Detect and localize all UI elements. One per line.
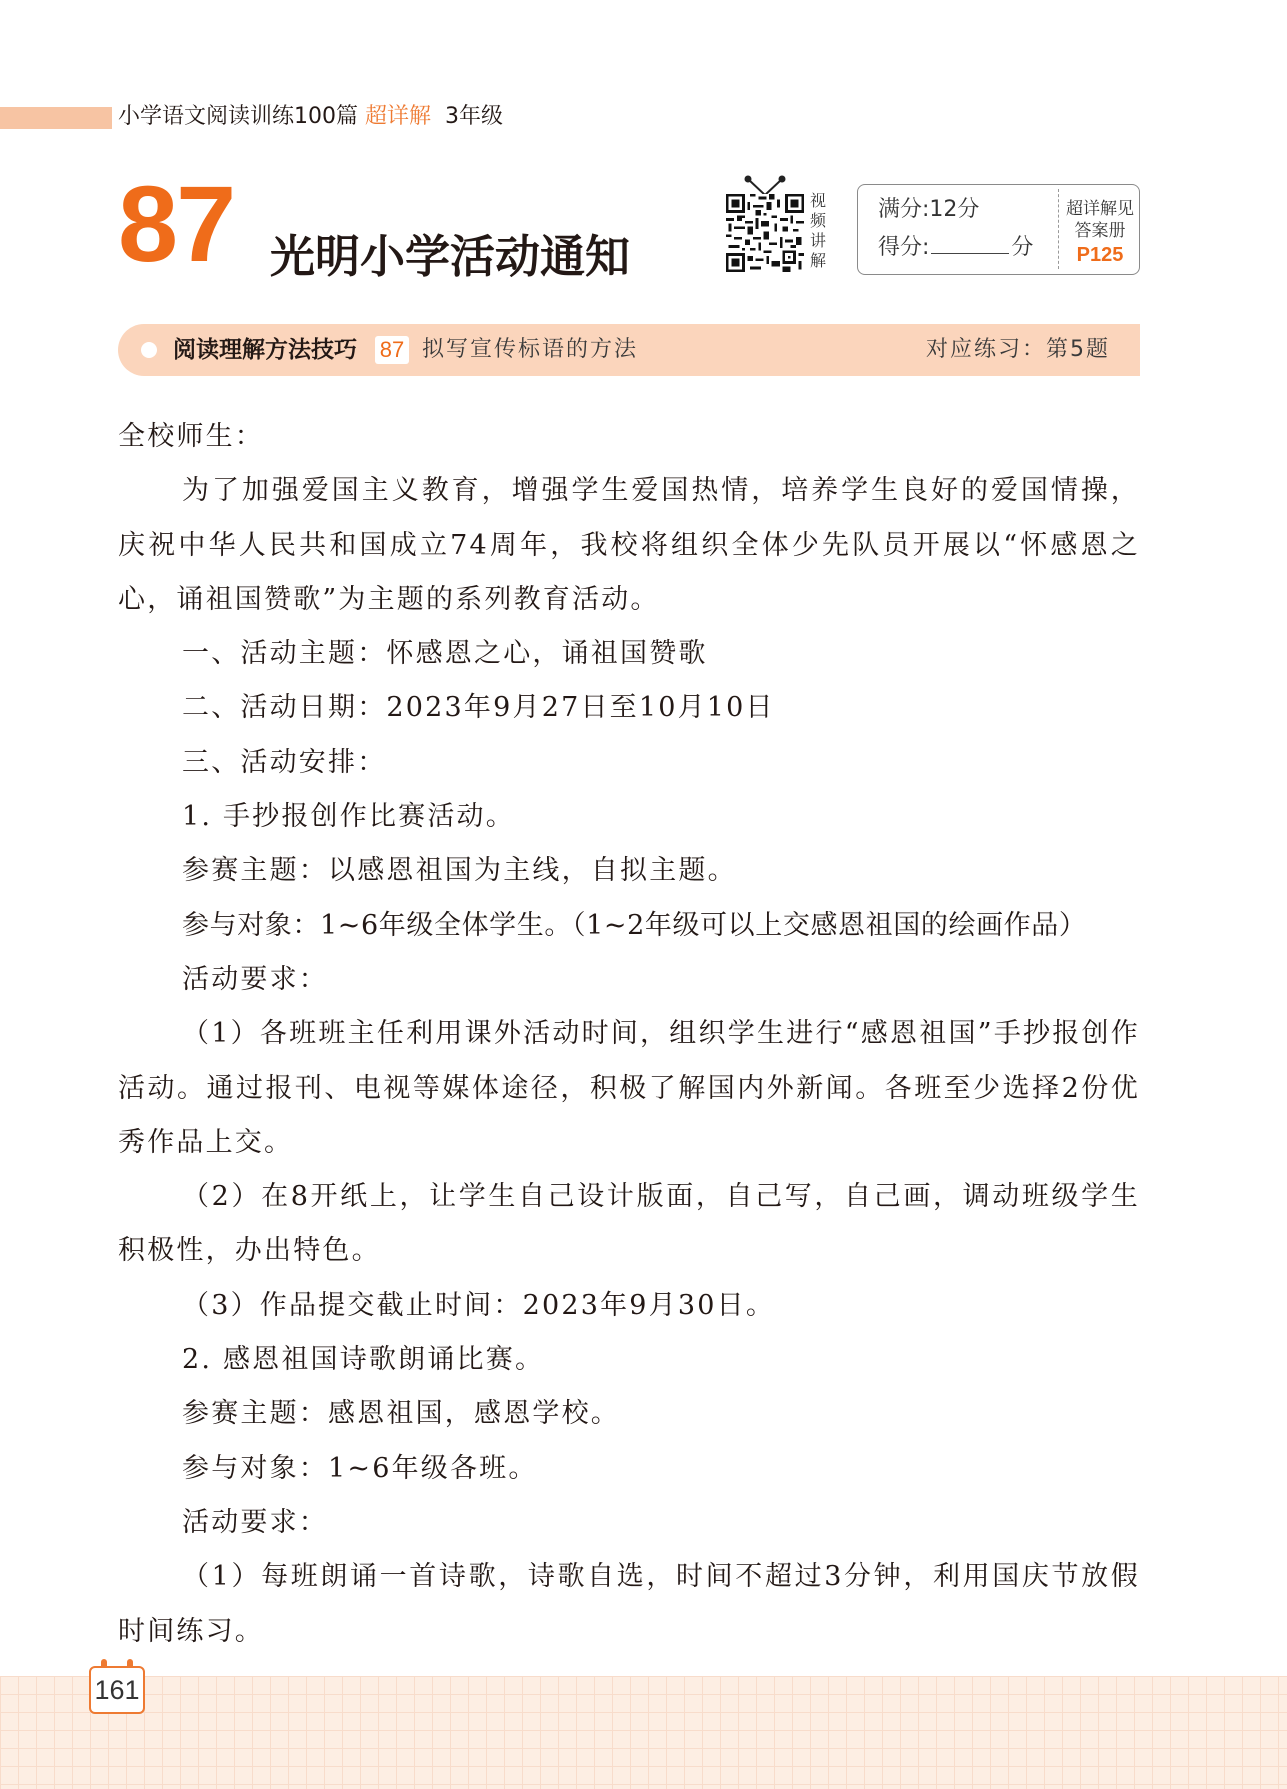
paragraph: （1）每班朗诵一首诗歌，诗歌自选，时间不超过3分钟，利用国庆节放假时间练习。: [118, 1561, 1140, 1647]
lesson-number: 87: [118, 163, 235, 284]
book-tag: 超详解: [365, 104, 432, 129]
video-label-char: 解: [809, 251, 826, 270]
full-score: 满分:12分: [878, 197, 980, 222]
paragraph: 参与对象：1~6年级全体学生。（1~2年级可以上交感恩祖国的绘画作品）: [182, 909, 1087, 941]
paragraph: 参赛主题：感恩祖国，感恩学校。: [182, 1398, 620, 1430]
paragraph: （2）在8开纸上，让学生自己设计版面，自己写，自己画，调动班级学生积极性，办出特色。: [118, 1181, 1140, 1267]
book-grade: 3年级: [445, 104, 504, 129]
exercise-ref: 对应练习：第5题: [926, 337, 1110, 362]
paragraph: 活动要求：: [182, 1506, 328, 1538]
video-label-char: 频: [809, 211, 826, 230]
score-box: [857, 184, 1140, 275]
paragraph: （1）各班班主任利用课外活动时间，组织学生进行“感恩祖国”手抄报创作活动。通过报刊、电视等媒体途径，积极了解国内外新闻。各班至少选择2份优秀作品上交。: [118, 1018, 1140, 1158]
method-title: 阅读理解方法技巧: [173, 337, 357, 363]
paragraph: 参赛主题：以感恩祖国为主线，自拟主题。: [182, 855, 737, 887]
score-earned: [878, 233, 1033, 263]
page-number: 161: [89, 1666, 145, 1714]
method-banner: [118, 324, 1140, 376]
salutation: 全校师生：: [118, 421, 264, 452]
notice-body: [118, 410, 1140, 1659]
lesson-title: 光明小学活动通知: [270, 230, 631, 283]
answer-page: P125: [1076, 244, 1124, 266]
book-series: 小学语文阅读训练100篇: [118, 104, 358, 129]
footer-grid: [0, 1676, 1287, 1789]
score-earned-label: 得分:: [878, 235, 930, 260]
video-label-char: 讲: [809, 231, 826, 250]
book-header: [118, 101, 503, 133]
paragraph: （3）作品提交截止时间：2023年9月30日。: [182, 1289, 776, 1321]
qr-code-icon[interactable]: [726, 193, 804, 273]
score-blank[interactable]: [931, 233, 1009, 254]
method-name: 拟写宣传标语的方法: [422, 337, 639, 362]
score-unit: 分: [1011, 235, 1034, 260]
paragraph: 三、活动安排：: [182, 746, 387, 778]
video-label-char: 视: [809, 191, 826, 210]
paragraph: 二、活动日期：2023年9月27日至10月10日: [182, 692, 775, 724]
paragraph: 一、活动主题：怀感恩之心，诵祖国赞歌: [182, 638, 708, 670]
answer-ref-line1: 超详解见: [1066, 199, 1134, 219]
score-divider: [1058, 189, 1059, 269]
method-number: 87: [375, 336, 409, 364]
paragraph: 2. 感恩祖国诗歌朗诵比赛。: [182, 1344, 545, 1376]
paragraph: 活动要求：: [182, 963, 328, 995]
paragraph: 参与对象：1~6年级各班。: [182, 1452, 538, 1484]
paragraph: 为了加强爱国主义教育，增强学生爱国热情，培养学生良好的爱国情操，庆祝中华人民共和国成立74周年，我校将组织全体少先队员开展以“怀感恩之心，诵祖国赞歌”为主题的系列教育活动。: [118, 475, 1140, 615]
paragraph: 1. 手抄报创作比赛活动。: [182, 801, 515, 833]
header-accent-bar: [0, 107, 112, 129]
video-explain-label: [807, 191, 829, 271]
answer-ref-line2: 答案册: [1074, 221, 1126, 241]
bullet-dot-icon: [141, 342, 157, 358]
